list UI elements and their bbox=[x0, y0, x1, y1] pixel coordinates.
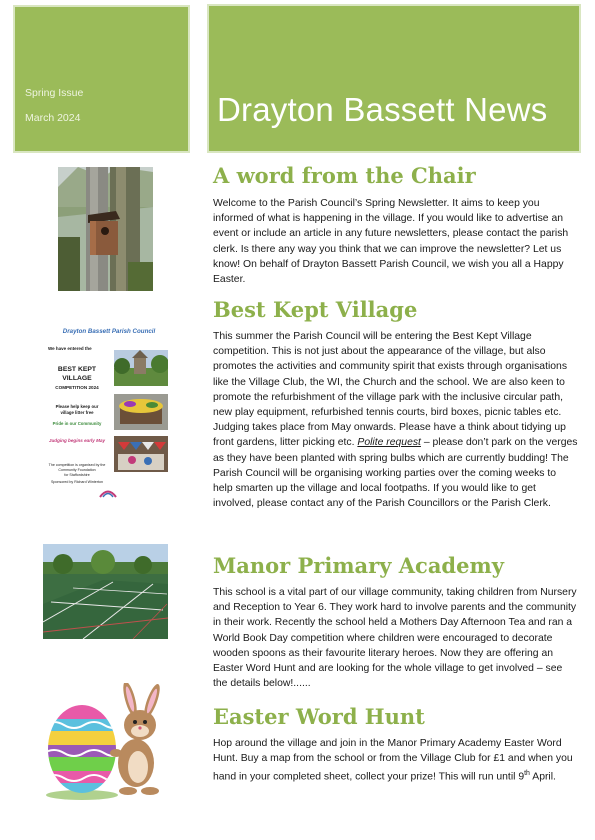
poster-line2: VILLAGE bbox=[62, 375, 92, 382]
best-kept-village-text bbox=[213, 329, 578, 511]
issue-label: Spring Issue bbox=[25, 87, 84, 99]
poster-planter-photo bbox=[114, 394, 168, 430]
birdbox-photo bbox=[58, 167, 153, 291]
ewh-text-part2: April. bbox=[529, 771, 556, 783]
heading-chair: A word from the Chair bbox=[213, 163, 476, 188]
birdbox-image bbox=[58, 167, 153, 291]
newsletter-title: Drayton Bassett News bbox=[217, 91, 548, 128]
issue-info-box bbox=[13, 5, 190, 153]
poster-org2: Community Foundation bbox=[58, 468, 96, 472]
ewh-text-part1: Hop around the village and join in the Manor Primary Academy Easter Word Hunt. Buy a map from the school or from the Village Club for £1 and when you hand in your completed sheet, collect your prize! This will run until 9 bbox=[213, 738, 573, 783]
heading-best-kept-village: Best Kept Village bbox=[213, 297, 418, 322]
poster-bunting-photo bbox=[114, 436, 168, 472]
poster-org3: for Staffordshire bbox=[64, 473, 90, 477]
ewh-superscript: th bbox=[524, 770, 530, 778]
poster-logo-icon bbox=[98, 488, 118, 498]
chair-text: Welcome to the Parish Council’s Spring Newsletter. It aims to keep you informed of what is happening in the village. If you would like to advertise an event or include an article in any future newsletters, please contact the parish clerk. Is there any way you think that we can improve the newsletter? Let us know! On behalf of Drayton Bassett Parish Council, we wish you all a Happy Easter. bbox=[213, 198, 569, 286]
poster-entered: We have entered the bbox=[48, 346, 92, 351]
heading-manor-primary: Manor Primary Academy bbox=[213, 553, 504, 578]
manor-primary-text: This school is a vital part of our village community, taking children from Nursery and Reception to Year 6. They work hard to involve parents and the community in their work. Recently the school held a Mothers Day Afternoon Tea and ran a World Book Day competition where children were encouraged to decorate wooden spoons as their favourite literary heroes. Now they are offering an Easter Word Hunt and are looking for the whole village to get involved – see the details below!...... bbox=[213, 587, 577, 690]
best-kept-village-poster bbox=[44, 322, 174, 502]
easter-word-hunt-text bbox=[213, 736, 578, 785]
poster-line3: COMPETITION 2024 bbox=[55, 385, 99, 390]
masthead-box bbox=[207, 4, 581, 153]
poster-org1: The competition is organised by the bbox=[48, 463, 106, 467]
tennis-court-image bbox=[43, 544, 168, 639]
poster-line1: BEST KEPT bbox=[57, 366, 97, 373]
poster-church-photo bbox=[114, 350, 168, 386]
poster-sponsor: Sponsored by Richard Winterton bbox=[51, 480, 103, 484]
tennis-court-photo bbox=[43, 544, 168, 639]
poster-judging: Judging begins early May bbox=[48, 438, 106, 443]
easter-egg-rabbit-image bbox=[44, 683, 179, 801]
heading-easter-word-hunt: Easter Word Hunt bbox=[213, 704, 425, 729]
polite-request-emphasis: Polite request bbox=[357, 437, 421, 449]
poster-council: Drayton Bassett Parish Council bbox=[62, 328, 156, 335]
bkv-text-part1: This summer the Parish Council will be entering the Best Kept Village competition. This is not just about the appearance of the village, but also promotes the activities and community spirit that exists through organisations like the Village Club, the WI, the Church and the school. We are also keen to promote the refurbishment of the village park with the inclusive circular path, new play equipment, refurbished tennis courts, bird boxes, picnic tables etc. Judging takes place from May onwards. Please have a think about tidying up front gardens, litter picking etc. bbox=[213, 331, 568, 449]
poster-help2: village litter free bbox=[60, 410, 94, 415]
bkv-text-part2: – please don’t park on the verges as they have been planted with spring bulbs which are currently budding! The Parish Council will be organising working parties over the coming weeks to help smarten up the village and local footpaths. If you would like to get involved, please contact any of the Parish Councillors or the Parish Clerk. bbox=[213, 437, 578, 510]
issue-date: March 2024 bbox=[25, 112, 81, 124]
poster-pride: Pride in our Community bbox=[52, 421, 102, 426]
poster-help1: Please help keep our bbox=[55, 404, 99, 409]
easter-egg-rabbit-illustration bbox=[44, 683, 179, 801]
